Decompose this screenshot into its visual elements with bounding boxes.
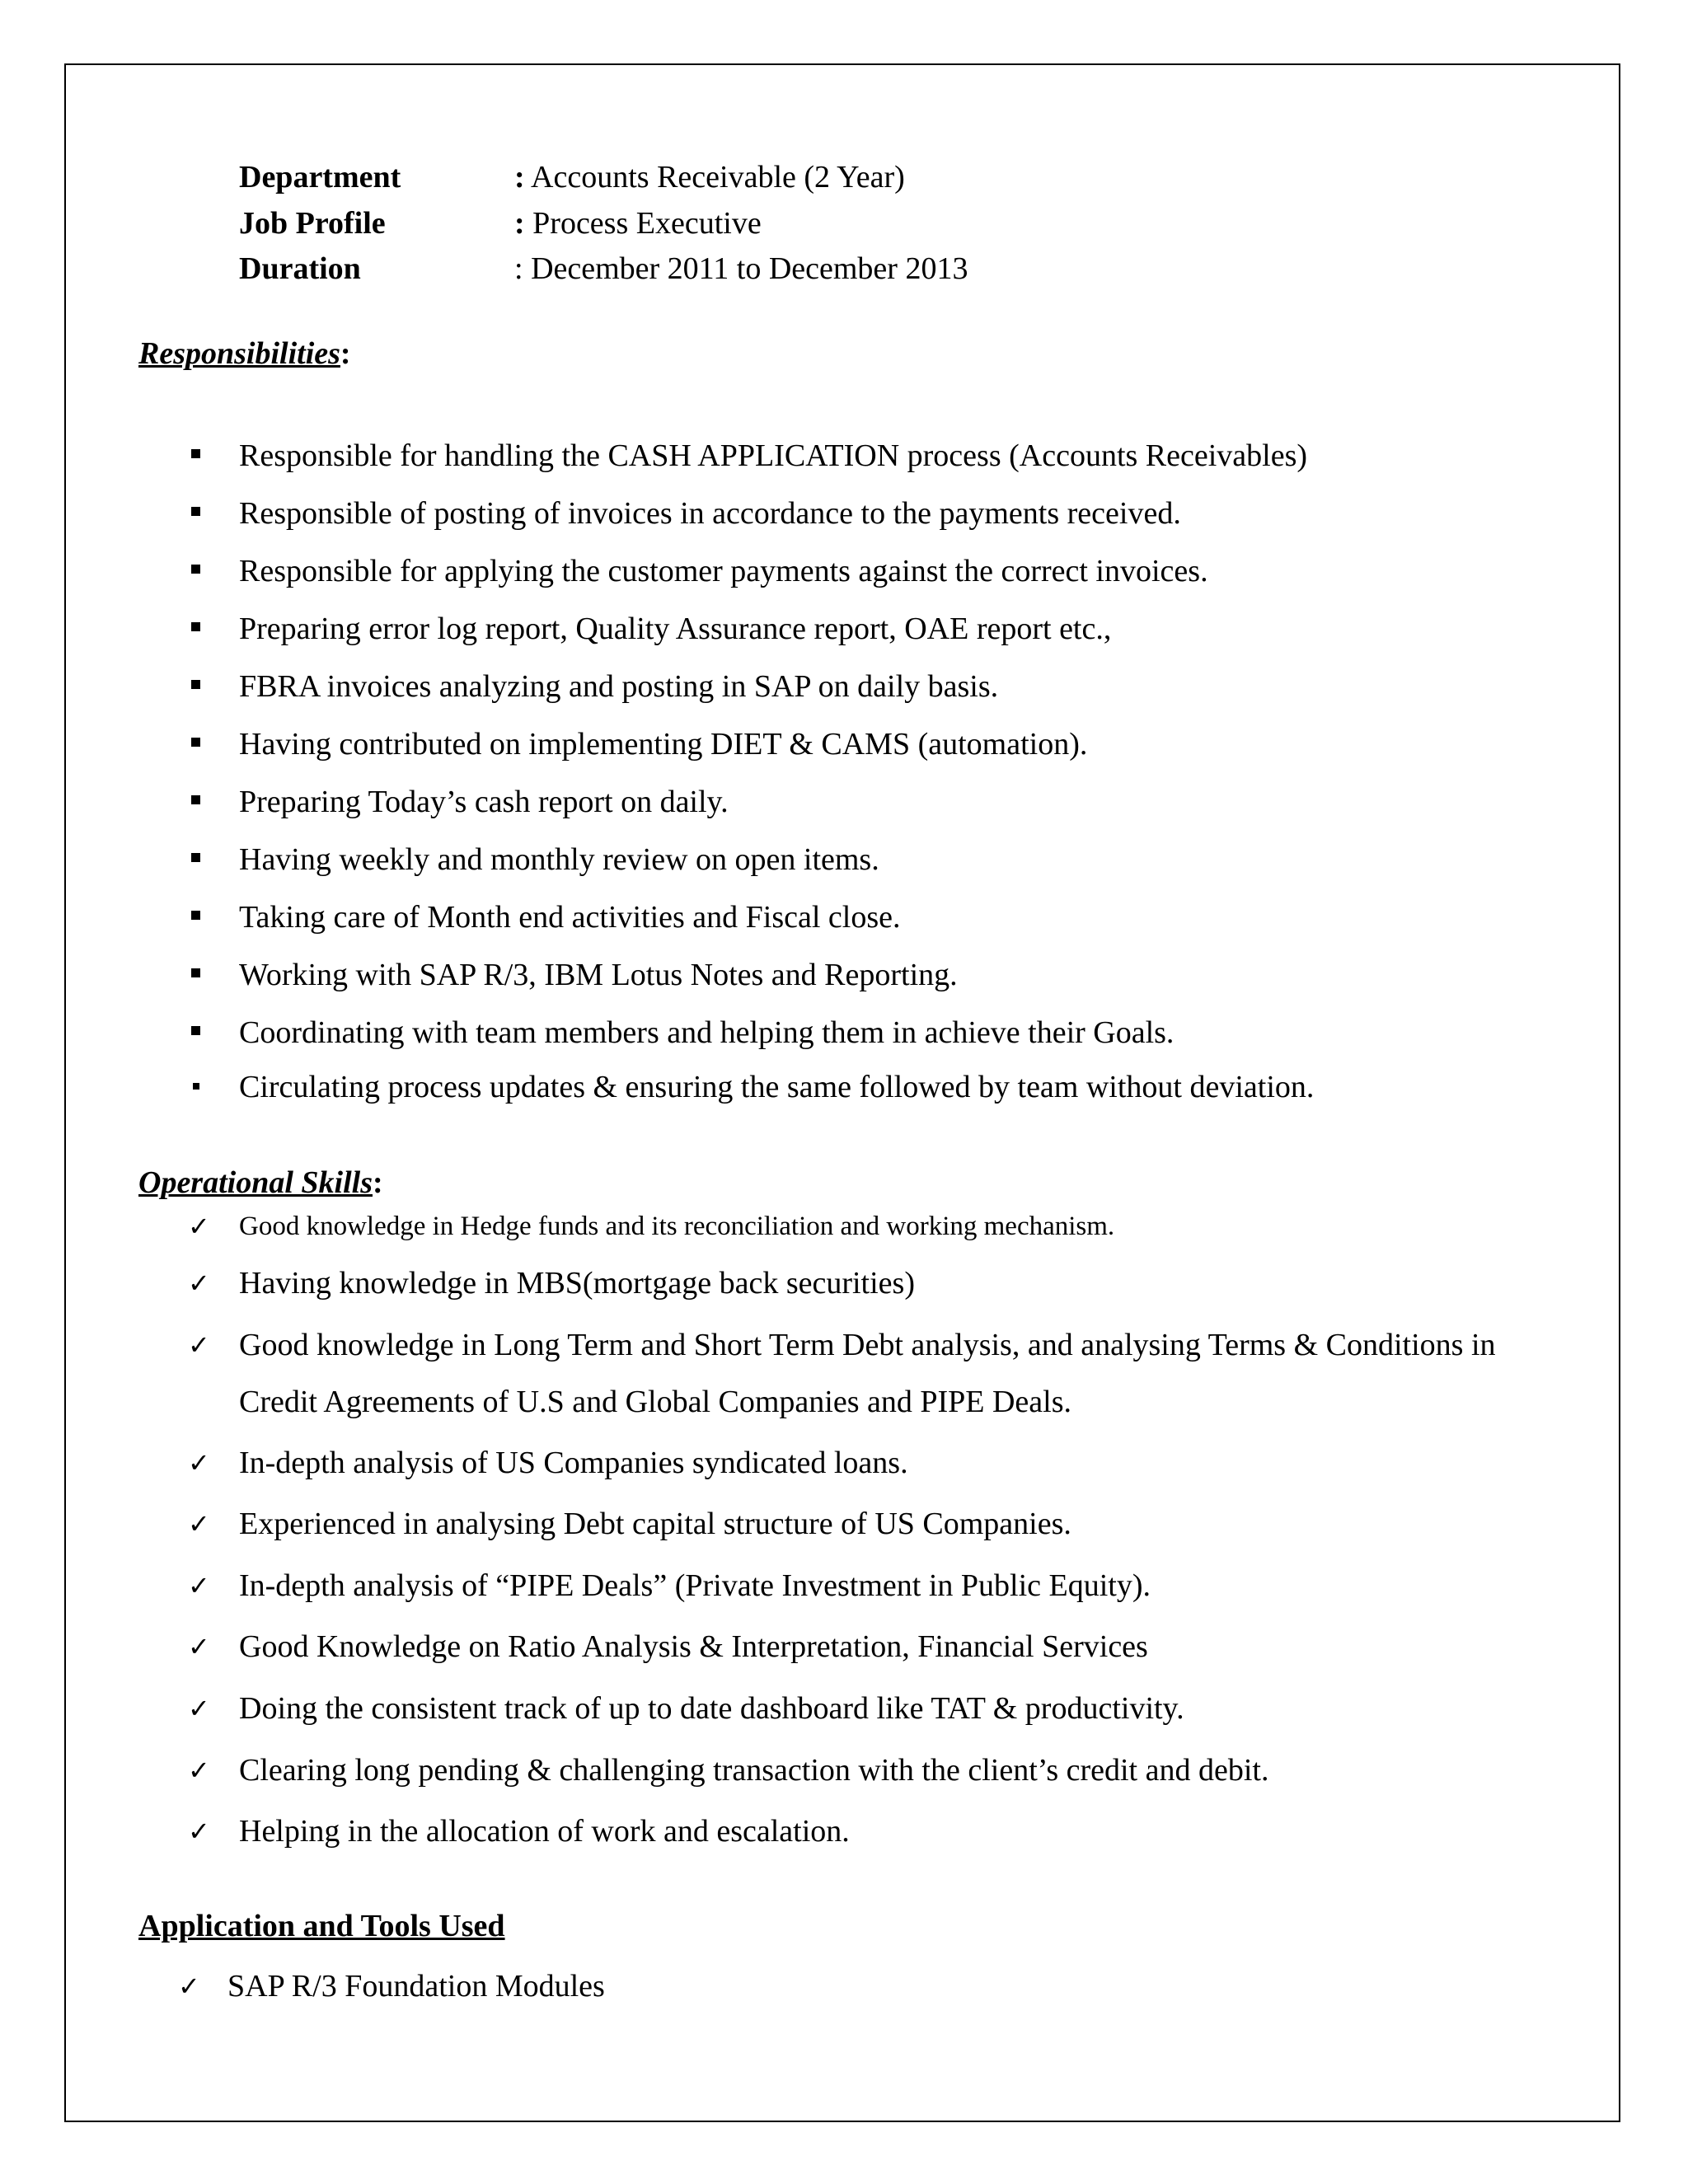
operational-skills-heading-colon: :	[373, 1165, 383, 1200]
list-item-text: FBRA invoices analyzing and posting in SAP on daily basis.	[239, 669, 999, 704]
square-bullet-icon	[191, 738, 200, 747]
checkmark-icon: ✓	[178, 1971, 200, 2002]
department-value: Accounts Receivable (2 Year)	[524, 160, 905, 194]
list-item-text: Preparing error log report, Quality Assurance report, OAE report etc.,	[239, 612, 1112, 646]
list-item-text: SAP R/3 Foundation Modules	[227, 1969, 605, 2004]
list-item-text: Responsible for handling the CASH APPLICATION process (Accounts Receivables)	[239, 438, 1308, 473]
job-profile-row	[239, 205, 762, 241]
operational-skills-heading	[138, 1165, 383, 1201]
square-bullet-icon	[191, 968, 200, 977]
list-item-text: Good knowledge in Long Term and Short Term Debt analysis, and analysing Terms & Conditions in Credit Agreements of U.S and Global Companies and PIPE Deals.	[239, 1328, 1496, 1419]
list-item-text: Working with SAP R/3, IBM Lotus Notes and Reporting.	[239, 958, 958, 992]
square-bullet-icon	[191, 565, 200, 574]
square-bullet-icon	[191, 911, 200, 920]
list-item-text: Having knowledge in MBS(mortgage back securities)	[239, 1266, 915, 1301]
square-bullet-icon	[191, 622, 200, 631]
job-profile-value: Process Executive	[524, 206, 762, 241]
list-item-text: Preparing Today’s cash report on daily.	[239, 785, 729, 819]
checkmark-icon: ✓	[188, 1447, 210, 1479]
list-item-text: Experienced in analysing Debt capital structure of US Companies.	[239, 1507, 1071, 1541]
checkmark-icon: ✓	[188, 1570, 210, 1601]
checkmark-icon: ✓	[188, 1755, 210, 1786]
list-item-text: In-depth analysis of “PIPE Deals” (Private Investment in Public Equity).	[239, 1568, 1151, 1603]
department-colon: :	[514, 160, 525, 194]
checkmark-icon: ✓	[188, 1693, 210, 1724]
square-bullet-icon	[191, 449, 200, 458]
square-bullet-icon	[191, 795, 200, 804]
list-item-text: Good knowledge in Hedge funds and its reconciliation and working mechanism.	[239, 1212, 1115, 1241]
checkmark-icon: ✓	[188, 1268, 210, 1299]
square-bullet-icon	[193, 1083, 199, 1090]
checkmark-icon: ✓	[188, 1816, 210, 1847]
list-item-text: Having weekly and monthly review on open items.	[239, 842, 879, 877]
responsibilities-heading	[138, 335, 351, 372]
tools-heading	[138, 1908, 505, 1944]
operational-skills-heading-text: Operational Skills	[138, 1165, 373, 1200]
responsibilities-heading-colon: :	[340, 336, 351, 371]
responsibilities-heading-text: Responsibilities	[138, 336, 340, 371]
checkmark-icon: ✓	[188, 1631, 210, 1662]
department-row	[239, 159, 905, 195]
list-item-text: Helping in the allocation of work and escalation.	[239, 1814, 850, 1849]
square-bullet-icon	[191, 853, 200, 862]
square-bullet-icon	[191, 680, 200, 689]
list-item-text: Taking care of Month end activities and Fiscal close.	[239, 900, 901, 935]
square-bullet-icon	[191, 507, 200, 516]
list-item-text: Doing the consistent track of up to date dashboard like TAT & productivity.	[239, 1691, 1184, 1726]
department-label: Department	[239, 160, 401, 194]
duration-colon: :	[514, 251, 523, 286]
duration-label: Duration	[239, 251, 361, 286]
job-profile-colon: :	[514, 206, 525, 241]
job-profile-label: Job Profile	[239, 206, 386, 241]
tools-heading-text: Application and Tools Used	[138, 1909, 505, 1943]
list-item-text: In-depth analysis of US Companies syndicated loans.	[239, 1446, 908, 1480]
duration-row	[239, 251, 968, 287]
list-item-text: Good Knowledge on Ratio Analysis & Interpretation, Financial Services	[239, 1629, 1148, 1664]
checkmark-icon: ✓	[188, 1508, 210, 1540]
list-item-text: Circulating process updates & ensuring the same followed by team without deviation.	[239, 1070, 1315, 1104]
list-item-text: Responsible for applying the customer payments against the correct invoices.	[239, 554, 1208, 588]
list-item-text: Clearing long pending & challenging transaction with the client’s credit and debit.	[239, 1753, 1269, 1788]
checkmark-icon: ✓	[188, 1329, 210, 1361]
duration-value: December 2011 to December 2013	[523, 251, 968, 286]
checkmark-icon: ✓	[188, 1211, 210, 1242]
list-item-text: Coordinating with team members and helping them in achieve their Goals.	[239, 1015, 1175, 1050]
list-item-text: Responsible of posting of invoices in accordance to the payments received.	[239, 496, 1181, 531]
list-item-text: Having contributed on implementing DIET & CAMS (automation).	[239, 727, 1088, 762]
square-bullet-icon	[191, 1026, 200, 1035]
